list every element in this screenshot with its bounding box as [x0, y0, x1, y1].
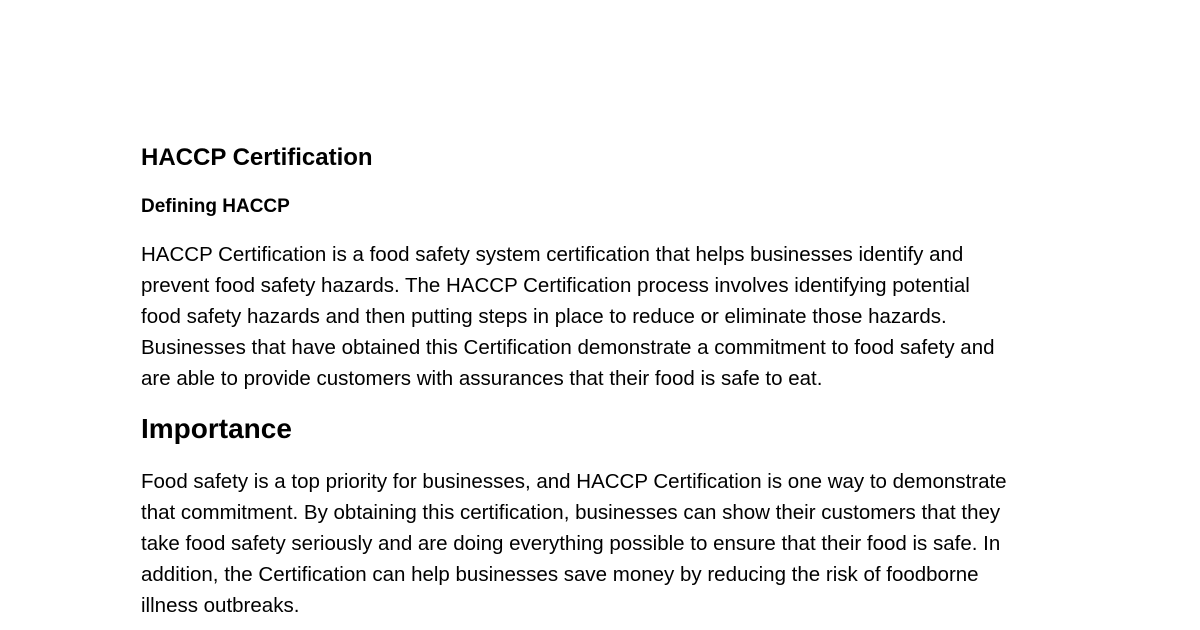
paragraph-line: are able to provide customers with assurances that their food is safe to eat.	[141, 367, 823, 390]
paragraph-line: take food safety seriously and are doing everything possible to ensure that their food is safe. In	[141, 532, 1001, 555]
paragraph-line: Food safety is a top priority for businesses, and HACCP Certification is one way to demonstrate	[141, 470, 1007, 493]
paragraph-importance	[141, 466, 1081, 621]
paragraph-line: food safety hazards and then putting steps in place to reduce or eliminate those hazards.	[141, 305, 947, 328]
section-heading-importance: Importance	[141, 413, 292, 444]
paragraph-defining	[141, 239, 1081, 394]
paragraph-line: that commitment. By obtaining this certification, businesses can show their customers that they	[141, 501, 1001, 524]
document-title: HACCP Certification	[141, 144, 373, 171]
section-heading-defining: Defining HACCP	[141, 196, 290, 217]
paragraph-line: illness outbreaks.	[141, 594, 300, 617]
paragraph-line: Businesses that have obtained this Certification demonstrate a commitment to food safety and	[141, 336, 995, 359]
paragraph-line: addition, the Certification can help businesses save money by reducing the risk of foodborne	[141, 563, 979, 586]
paragraph-line: HACCP Certification is a food safety system certification that helps businesses identify and	[141, 243, 964, 266]
paragraph-line: prevent food safety hazards. The HACCP Certification process involves identifying potential	[141, 274, 970, 297]
